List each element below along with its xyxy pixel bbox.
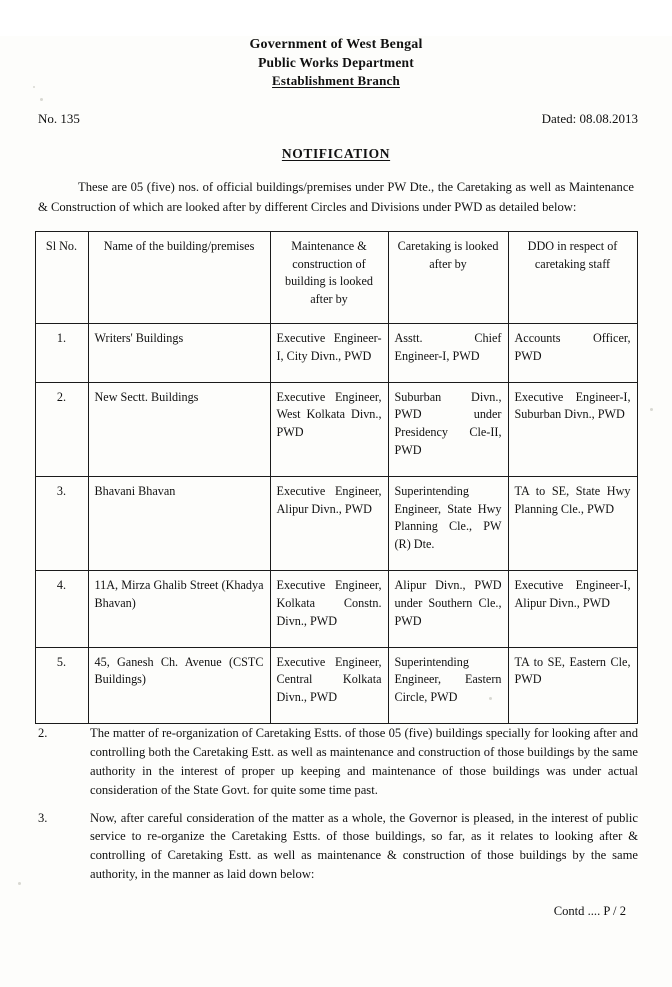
reference-row (38, 111, 638, 127)
cell-sl-no: 1. (35, 323, 88, 382)
cell-caretaking: Asstt. Chief Engineer-I, PWD (388, 323, 508, 382)
cell-ddo: TA to SE, Eastern Cle, PWD (508, 647, 637, 723)
cell-maintenance: Executive Engineer, Central Kolkata Divn., PWD (270, 647, 388, 723)
cell-ddo: Accounts Officer, PWD (508, 323, 637, 382)
table-header-row (35, 231, 637, 323)
column-header-label: Caretaking is looked after by (397, 238, 499, 271)
scan-speckle (40, 98, 43, 101)
paragraph-text: The matter of re-organization of Caretaking Estts. of those 05 (five) buildings specially for looking after and controlling both the Caretaking Estt. as well as maintenance and construction of those buildings by the same authority in the interest of proper up keeping and maintenance of those buildings was under actual consideration of the State Govt. for quite some time past. (90, 725, 638, 797)
cell-sl-no: 4. (35, 571, 88, 647)
column-header-caretaking (388, 231, 508, 323)
numbered-paragraph-3 (38, 809, 638, 885)
column-header-sl-no (35, 231, 88, 323)
cell-caretaking: Superintending Engineer, State Hwy Planning Cle., PW (R) Dte. (388, 476, 508, 570)
buildings-table (35, 231, 638, 724)
cell-building-name: Writers' Buildings (88, 323, 270, 382)
cell-building-name: 11A, Mirza Ghalib Street (Khadya Bhavan) (88, 571, 270, 647)
branch-name: Establishment Branch (272, 73, 400, 89)
cell-maintenance: Executive Engineer-I, City Divn., PWD (270, 323, 388, 382)
cell-sl-no: 2. (35, 382, 88, 476)
column-header-building-name (88, 231, 270, 323)
cell-sl-no: 5. (35, 647, 88, 723)
cell-maintenance: Executive Engineer, Alipur Divn., PWD (270, 476, 388, 570)
table-row (35, 323, 637, 382)
cell-ddo: Executive Engineer-I, Alipur Divn., PWD (508, 571, 637, 647)
scan-speckle (650, 408, 653, 411)
cell-maintenance: Executive Engineer, Kolkata Constn. Divn., PWD (270, 571, 388, 647)
continuation-note: Contd .... P / 2 (553, 904, 626, 919)
column-header-label: DDO in respect of caretaking staff (527, 238, 618, 271)
paragraph-number: 2. (38, 725, 48, 740)
scan-speckle (18, 882, 21, 885)
cell-caretaking: Superintending Engineer, Eastern Circle, PWD (388, 647, 508, 723)
cell-ddo: TA to SE, State Hwy Planning Cle., PWD (508, 476, 637, 570)
cell-sl-no: 3. (35, 476, 88, 570)
page-title: NOTIFICATION (281, 146, 391, 162)
cell-caretaking: Suburban Divn., PWD under Presidency Cle-II, PWD (388, 382, 508, 476)
cell-ddo: Executive Engineer-I, Suburban Divn., PWD (508, 382, 637, 476)
paragraph-number: 3. (38, 810, 48, 825)
cell-maintenance: Executive Engineer, West Kolkata Divn., PWD (270, 382, 388, 476)
department-name: Public Works Department (258, 55, 414, 71)
column-header-label: Sl No. (45, 238, 78, 253)
letterhead (0, 36, 672, 89)
column-header-label: Name of the building/premises (103, 238, 255, 253)
column-header-maintenance (270, 231, 388, 323)
cell-building-name: 45, Ganesh Ch. Avenue (CSTC Buildings) (88, 647, 270, 723)
cell-building-name: Bhavani Bhavan (88, 476, 270, 570)
intro-paragraph: These are 05 (five) nos. of official buildings/premises under PW Dte., the Caretaking as well as Maintenance & Construction of which are looked after by different Circles and Divisions under PWD as detailed below: (38, 180, 634, 214)
cell-building-name: New Sectt. Buildings (88, 382, 270, 476)
reference-date: Dated: 08.08.2013 (541, 111, 638, 127)
table-row (35, 382, 637, 476)
column-header-ddo (508, 231, 637, 323)
paragraph-text: Now, after careful consideration of the matter as a whole, the Governor is pleased, in the interest of public service to re-organize the Caretaking Estts. of those buildings, so far, as it relates to looking after & controlling of Caretaking Estt. as well as maintenance & construction of those buildings by the same authority, in the manner as laid down below: (90, 810, 638, 882)
table-row (35, 571, 637, 647)
reference-number: No. 135 (38, 111, 80, 127)
cell-caretaking: Alipur Divn., PWD under Southern Cle., PWD (388, 571, 508, 647)
government-name: Government of West Bengal (249, 37, 423, 52)
numbered-paragraph-2 (38, 724, 638, 800)
column-header-label: Maintenance & construction of building is looked after by (284, 238, 374, 307)
document-page (0, 36, 672, 987)
table-row (35, 476, 637, 570)
table-row (35, 647, 637, 723)
